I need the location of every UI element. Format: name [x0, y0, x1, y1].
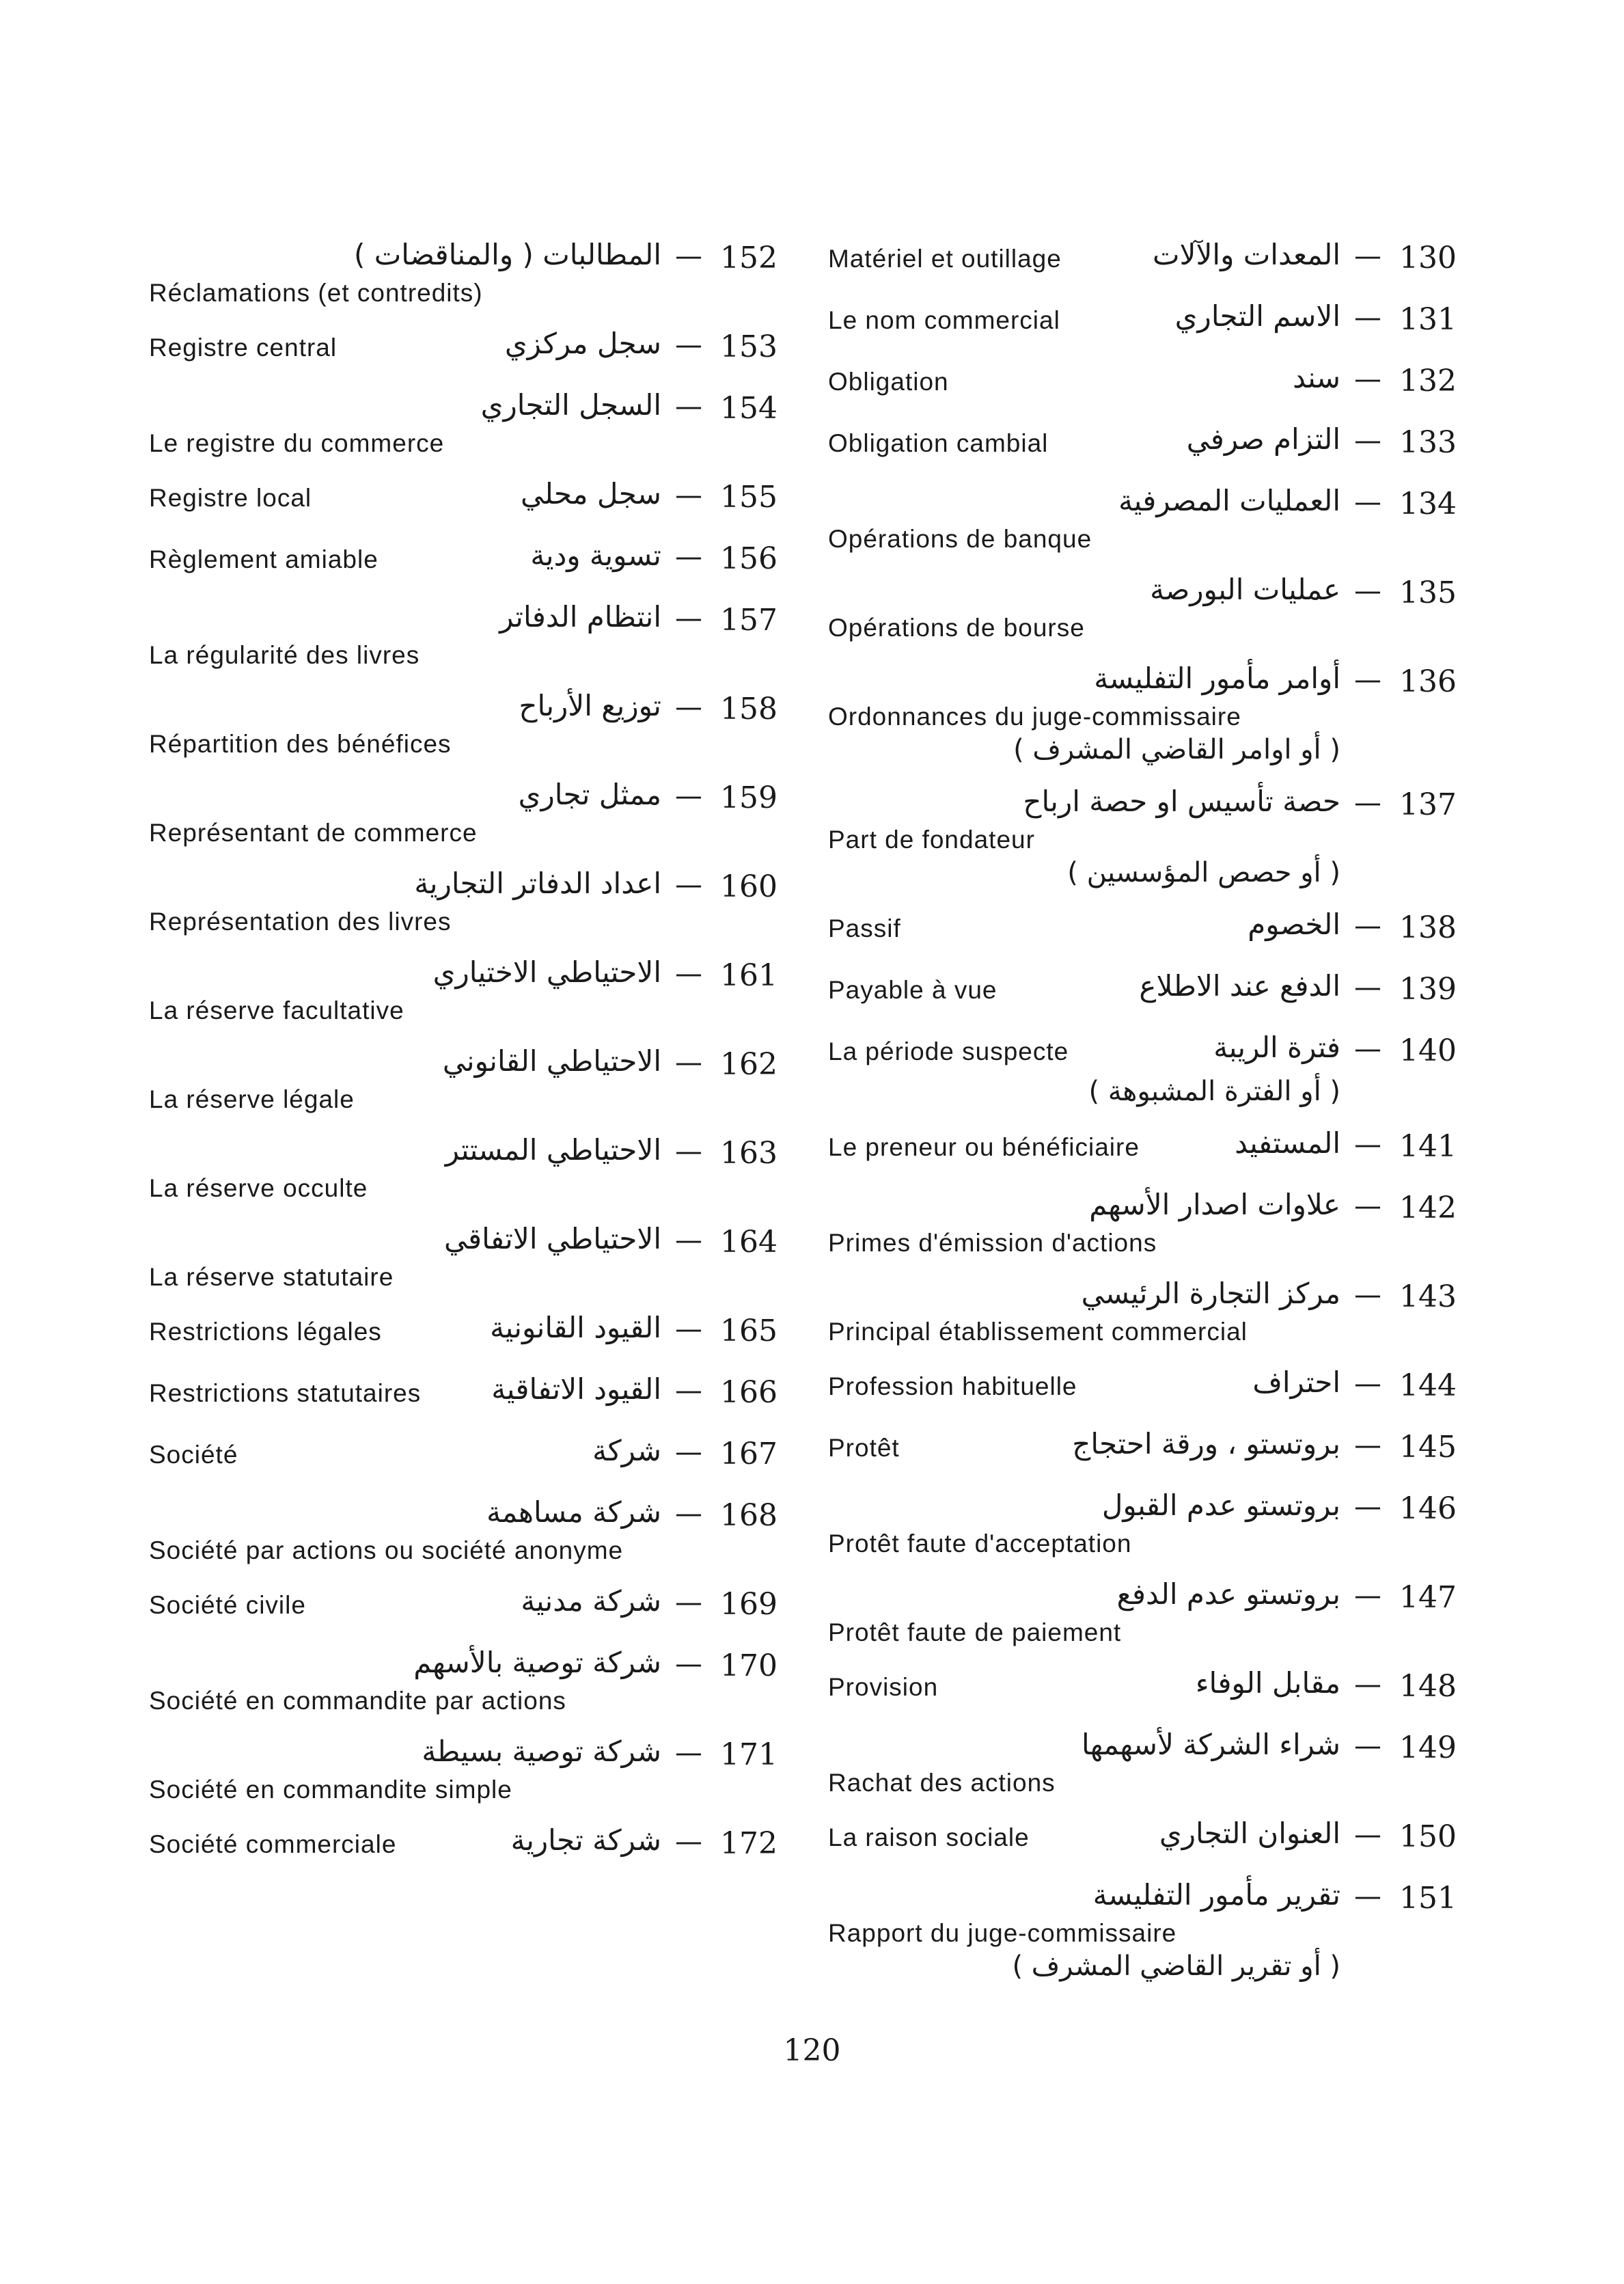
entry-header: [828, 1488, 1457, 1531]
entry-number: 145: [1399, 1430, 1457, 1465]
glossary-entry: [149, 1735, 777, 1804]
left-column: [149, 238, 777, 1885]
entry-number: 132: [1399, 364, 1457, 398]
entry-number: 155: [720, 480, 777, 515]
entry-number: 172: [720, 1826, 777, 1861]
entry-header: [828, 1031, 1457, 1073]
arabic-term: توزيع الأرباح: [519, 689, 661, 722]
glossary-entry: [149, 1311, 777, 1353]
french-term: La raison sociale: [828, 1823, 1030, 1851]
entry-header: [828, 662, 1457, 704]
french-term: Réclamations (et contredits): [149, 279, 483, 307]
french-term: Règlement amiable: [149, 545, 379, 573]
arabic-term: تسوية ودية: [530, 539, 661, 572]
entry-dash: —: [675, 1375, 702, 1406]
glossary-entry: [828, 908, 1457, 950]
entry-dash: —: [675, 958, 702, 990]
arabic-term: شركة توصية بالأسهم: [413, 1646, 661, 1679]
french-term: La réserve occulte: [149, 1174, 368, 1202]
arabic-term: فترة الريبة: [1213, 1031, 1340, 1064]
french-term: Protêt faute de paiement: [828, 1618, 1122, 1646]
glossary-entry: [828, 1031, 1457, 1107]
entry-number: 150: [1399, 1819, 1457, 1854]
entry-header: [149, 778, 777, 820]
french-term: Société civile: [149, 1591, 306, 1619]
french-term: La réserve statutaire: [149, 1263, 394, 1291]
entry-dash: —: [675, 241, 702, 272]
entry-header: [828, 1817, 1457, 1859]
entry-dash: —: [1354, 1368, 1381, 1400]
entry-header: [828, 422, 1457, 465]
arabic-term: التزام صرفي: [1186, 422, 1340, 456]
arabic-term: احتراف: [1252, 1365, 1340, 1399]
entry-header: [828, 484, 1457, 526]
entry-header: [828, 361, 1457, 403]
glossary-entry: [149, 1044, 777, 1114]
entry-number: 161: [720, 958, 777, 993]
entry-dash: —: [1354, 1491, 1381, 1523]
french-term: La réserve facultative: [149, 996, 404, 1024]
glossary-entry: [828, 422, 1457, 465]
arabic-term: مركز التجارة الرئيسي: [1081, 1277, 1340, 1310]
entry-header: [828, 299, 1457, 342]
entry-number: 151: [1399, 1881, 1457, 1916]
glossary-entry: [828, 662, 1457, 765]
entry-number: 147: [1399, 1580, 1457, 1615]
french-term: Opérations de bourse: [828, 614, 1085, 642]
entry-dash: —: [1354, 787, 1381, 819]
glossary-entry: [149, 600, 777, 670]
entry-dash: —: [675, 480, 702, 511]
arabic-term: علاوات اصدار الأسهم: [1089, 1188, 1340, 1221]
glossary-entry: [149, 1646, 777, 1715]
entry-dash: —: [1354, 1580, 1381, 1612]
entry-dash: —: [675, 1826, 702, 1858]
entry-dash: —: [675, 780, 702, 812]
entry-dash: —: [1354, 1279, 1381, 1311]
french-term: Société commerciale: [149, 1830, 397, 1858]
glossary-entry: [149, 867, 777, 936]
glossary-entry: [149, 1495, 777, 1565]
arabic-alternate-term: ( أو تقرير القاضي المشرف ): [1012, 1950, 1340, 1982]
entry-header: [149, 1584, 777, 1627]
french-term: La régularité des livres: [149, 641, 420, 669]
arabic-term: تقرير مأمور التفليسة: [1092, 1878, 1340, 1912]
entry-dash: —: [1354, 1191, 1381, 1222]
glossary-entry: [149, 689, 777, 759]
french-term: Passif: [828, 914, 901, 942]
entry-dash: —: [1354, 1430, 1381, 1461]
french-term: Provision: [828, 1673, 939, 1701]
glossary-entry: [149, 955, 777, 1025]
entry-dash: —: [1354, 575, 1381, 607]
entry-header: [828, 1666, 1457, 1709]
glossary-entry: [828, 1365, 1457, 1408]
entry-number: 164: [720, 1225, 777, 1260]
entry-number: 166: [720, 1375, 777, 1410]
entry-number: 139: [1399, 972, 1457, 1007]
entry-header: [828, 1728, 1457, 1770]
french-term: La période suspecte: [828, 1037, 1069, 1065]
entry-header: [149, 1646, 777, 1688]
entry-number: 158: [720, 692, 777, 726]
arabic-term: الدفع عند الاطلاع: [1139, 969, 1340, 1003]
entry-dash: —: [675, 1648, 702, 1680]
entry-number: 156: [720, 541, 777, 576]
glossary-entry: [149, 539, 777, 581]
arabic-term: ممثل تجاري: [518, 778, 661, 811]
entry-header: [828, 1277, 1457, 1319]
entry-header: [149, 1311, 777, 1353]
entry-number: 160: [720, 869, 777, 904]
french-term: Obligation cambial: [828, 429, 1049, 457]
french-term: Part de fondateur: [828, 826, 1035, 854]
entry-number: 140: [1399, 1033, 1457, 1068]
glossary-entry: [828, 299, 1457, 342]
glossary-entry: [149, 1823, 777, 1866]
entry-header: [149, 1495, 777, 1538]
french-term: Société en commandite par actions: [149, 1687, 566, 1715]
entry-header: [149, 1372, 777, 1415]
arabic-term: الاحتياطي المستتر: [445, 1133, 661, 1167]
french-term: Ordonnances du juge-commissaire: [828, 703, 1241, 731]
arabic-term: حصة تأسيس او حصة ارباح: [1023, 785, 1340, 818]
glossary-entry: [828, 238, 1457, 280]
entry-number: 144: [1399, 1368, 1457, 1403]
french-term: Protêt: [828, 1434, 900, 1462]
entry-header: [828, 969, 1457, 1011]
glossary-entry: [149, 1584, 777, 1627]
glossary-entry: [149, 477, 777, 519]
glossary-entry: [149, 1222, 777, 1292]
entry-dash: —: [675, 603, 702, 634]
entry-dash: —: [675, 1498, 702, 1530]
french-term: Obligation: [828, 368, 949, 396]
entry-header: [149, 1133, 777, 1175]
entry-number: 133: [1399, 425, 1457, 460]
entry-dash: —: [675, 329, 702, 361]
french-term: Le nom commercial: [828, 306, 1060, 334]
glossary-entry: [828, 1427, 1457, 1469]
entry-header: [828, 1427, 1457, 1469]
arabic-term: مقابل الوفاء: [1195, 1666, 1340, 1700]
arabic-term: شركة تجارية: [510, 1823, 661, 1857]
arabic-term: السجل التجاري: [480, 388, 661, 422]
glossary-entry: [149, 327, 777, 369]
entry-dash: —: [1354, 1129, 1381, 1160]
entry-number: 157: [720, 603, 777, 638]
arabic-term: العنوان التجاري: [1159, 1817, 1340, 1850]
glossary-entry: [149, 1434, 777, 1476]
arabic-term: بروتستو ، ورقة احتجاج: [1072, 1427, 1340, 1460]
entry-header: [149, 955, 777, 998]
arabic-term: بروتستو عدم القبول: [1101, 1488, 1340, 1522]
entry-number: 165: [720, 1314, 777, 1348]
entry-header: [149, 1434, 777, 1476]
french-term: Le preneur ou bénéficiaire: [828, 1133, 1140, 1161]
entry-number: 168: [720, 1498, 777, 1533]
french-term: Société en commandite simple: [149, 1776, 512, 1804]
entry-number: 153: [720, 329, 777, 364]
entry-dash: —: [1354, 241, 1381, 272]
entry-dash: —: [1354, 364, 1381, 395]
french-term: Profession habituelle: [828, 1372, 1077, 1400]
arabic-term: العمليات المصرفية: [1118, 484, 1340, 517]
arabic-term: الاحتياطي القانوني: [442, 1044, 661, 1078]
arabic-term: بروتستو عدم الدفع: [1116, 1577, 1340, 1611]
french-term: La réserve légale: [149, 1085, 355, 1113]
arabic-term: الخصوم: [1248, 908, 1340, 941]
entry-number: 169: [720, 1587, 777, 1622]
entry-header: [149, 600, 777, 642]
glossary-entry: [828, 361, 1457, 403]
glossary-entry: [149, 238, 777, 308]
entry-number: 159: [720, 780, 777, 815]
entry-header: [828, 1365, 1457, 1408]
entry-number: 141: [1399, 1129, 1457, 1164]
entry-header: [149, 1823, 777, 1866]
glossary-entry: [828, 969, 1457, 1011]
arabic-alternate-term: ( أو حصص المؤسسين ): [1067, 857, 1340, 888]
entry-header: [149, 327, 777, 369]
entry-header: [828, 1878, 1457, 1920]
arabic-term: المعدات والآلات: [1152, 238, 1340, 271]
entry-dash: —: [1354, 972, 1381, 1003]
arabic-alternate-term: ( أو اوامر القاضي المشرف ): [1013, 734, 1340, 765]
arabic-term: القيود القانونية: [490, 1311, 661, 1344]
entry-header: [149, 1044, 777, 1087]
entry-number: 149: [1399, 1730, 1457, 1765]
arabic-term: الاسم التجاري: [1174, 299, 1340, 333]
entry-header: [828, 573, 1457, 615]
entry-number: 138: [1399, 910, 1457, 945]
entry-header: [828, 1126, 1457, 1169]
entry-number: 154: [720, 391, 777, 426]
entry-dash: —: [675, 869, 702, 901]
glossary-entry: [828, 484, 1457, 554]
entry-dash: —: [675, 1225, 702, 1256]
entry-number: 148: [1399, 1669, 1457, 1704]
entry-header: [149, 539, 777, 581]
entry-dash: —: [675, 1737, 702, 1769]
entry-header: [828, 238, 1457, 280]
entry-dash: —: [675, 1314, 702, 1345]
entry-dash: —: [1354, 487, 1381, 518]
french-term: Société par actions ou société anonyme: [149, 1536, 624, 1564]
entry-dash: —: [675, 1047, 702, 1078]
entry-number: 137: [1399, 787, 1457, 822]
glossary-entry: [828, 1277, 1457, 1346]
arabic-term: شراء الشركة لأسهمها: [1081, 1728, 1340, 1761]
french-term: Représentant de commerce: [149, 819, 478, 847]
entry-header: [828, 1188, 1457, 1230]
entry-dash: —: [675, 391, 702, 422]
arabic-term: أوامر مأمور التفليسة: [1094, 662, 1340, 695]
entry-number: 146: [1399, 1491, 1457, 1526]
arabic-term: الاحتياطي الاتفاقي: [444, 1222, 661, 1255]
arabic-term: شركة مساهمة: [486, 1495, 661, 1529]
arabic-term: سند: [1293, 361, 1340, 394]
glossary-entry: [828, 1577, 1457, 1647]
glossary-entry: [828, 1188, 1457, 1257]
entry-dash: —: [1354, 664, 1381, 696]
entry-header: [149, 388, 777, 431]
arabic-term: سجل مركزي: [504, 327, 661, 360]
entry-dash: —: [675, 1136, 702, 1167]
entry-header: [149, 1735, 777, 1777]
entry-dash: —: [675, 1437, 702, 1468]
french-term: Registre local: [149, 484, 312, 512]
entry-header: [828, 1577, 1457, 1620]
entry-header: [149, 1222, 777, 1264]
arabic-term: شركة: [592, 1434, 661, 1467]
entry-number: 134: [1399, 487, 1457, 521]
arabic-term: عمليات البورصة: [1150, 573, 1340, 606]
entry-dash: —: [1354, 425, 1381, 457]
entry-number: 142: [1399, 1191, 1457, 1225]
french-term: Représentation des livres: [149, 908, 452, 936]
right-column: [828, 238, 1457, 2001]
entry-dash: —: [1354, 910, 1381, 942]
entry-number: 162: [720, 1047, 777, 1082]
french-term: Principal établissement commercial: [828, 1318, 1248, 1346]
arabic-term: المستفيد: [1235, 1126, 1340, 1160]
french-term: Registre central: [149, 334, 338, 362]
entry-dash: —: [1354, 302, 1381, 334]
entry-number: 167: [720, 1437, 777, 1471]
entry-number: 152: [720, 241, 777, 275]
glossary-entry: [828, 1878, 1457, 1982]
entry-number: 143: [1399, 1279, 1457, 1314]
arabic-term: المطالبات ( والمناقضات ): [354, 238, 661, 271]
entry-dash: —: [675, 692, 702, 723]
entry-number: 170: [720, 1648, 777, 1683]
entry-header: [149, 238, 777, 280]
entry-header: [149, 477, 777, 519]
french-term: Restrictions statutaires: [149, 1379, 422, 1407]
french-term: Protêt faute d'acceptation: [828, 1530, 1132, 1558]
entry-header: [828, 908, 1457, 950]
arabic-alternate-term: ( أو الفترة المشبوهة ): [1088, 1076, 1340, 1107]
entry-dash: —: [1354, 1669, 1381, 1700]
arabic-term: شركة مدنية: [521, 1584, 661, 1618]
french-term: Le registre du commerce: [149, 429, 445, 457]
glossary-entry: [149, 388, 777, 458]
glossary-entry: [149, 1372, 777, 1415]
arabic-term: الاحتياطي الاختياري: [432, 955, 661, 989]
entry-dash: —: [675, 541, 702, 573]
entry-header: [149, 867, 777, 909]
entry-number: 135: [1399, 575, 1457, 610]
glossary-entry: [828, 1488, 1457, 1558]
arabic-term: سجل محلي: [521, 477, 661, 511]
entry-number: 136: [1399, 664, 1457, 699]
glossary-entry: [828, 1728, 1457, 1797]
entry-dash: —: [675, 1587, 702, 1618]
glossary-entry: [828, 1666, 1457, 1709]
glossary-entry: [149, 778, 777, 847]
french-term: Opérations de banque: [828, 525, 1092, 553]
entry-number: 131: [1399, 302, 1457, 337]
entry-header: [828, 785, 1457, 827]
entry-number: 130: [1399, 241, 1457, 275]
arabic-term: القيود الاتفاقية: [491, 1372, 661, 1406]
arabic-term: شركة توصية بسيطة: [422, 1735, 661, 1768]
french-term: Primes d'émission d'actions: [828, 1229, 1157, 1257]
entry-dash: —: [1354, 1819, 1381, 1851]
entry-dash: —: [1354, 1730, 1381, 1762]
glossary-entry: [828, 1126, 1457, 1169]
french-term: Rapport du juge-commissaire: [828, 1919, 1177, 1947]
arabic-term: انتظام الدفاتر: [499, 600, 661, 634]
entry-number: 171: [720, 1737, 777, 1772]
french-term: Matériel et outillage: [828, 245, 1062, 273]
french-term: Répartition des bénéfices: [149, 730, 452, 758]
arabic-term: اعداد الدفاتر التجارية: [414, 867, 661, 900]
page-number: 120: [783, 2033, 841, 2068]
french-term: Société: [149, 1441, 238, 1469]
french-term: Rachat des actions: [828, 1769, 1056, 1797]
glossary-entry: [828, 1817, 1457, 1859]
glossary-entry: [828, 785, 1457, 888]
entry-header: [149, 689, 777, 731]
entry-number: 163: [720, 1136, 777, 1171]
french-term: Restrictions légales: [149, 1318, 382, 1346]
glossary-entry: [828, 573, 1457, 642]
entry-dash: —: [1354, 1881, 1381, 1912]
french-term: Payable à vue: [828, 976, 997, 1004]
entry-dash: —: [1354, 1033, 1381, 1065]
glossary-entry: [149, 1133, 777, 1203]
